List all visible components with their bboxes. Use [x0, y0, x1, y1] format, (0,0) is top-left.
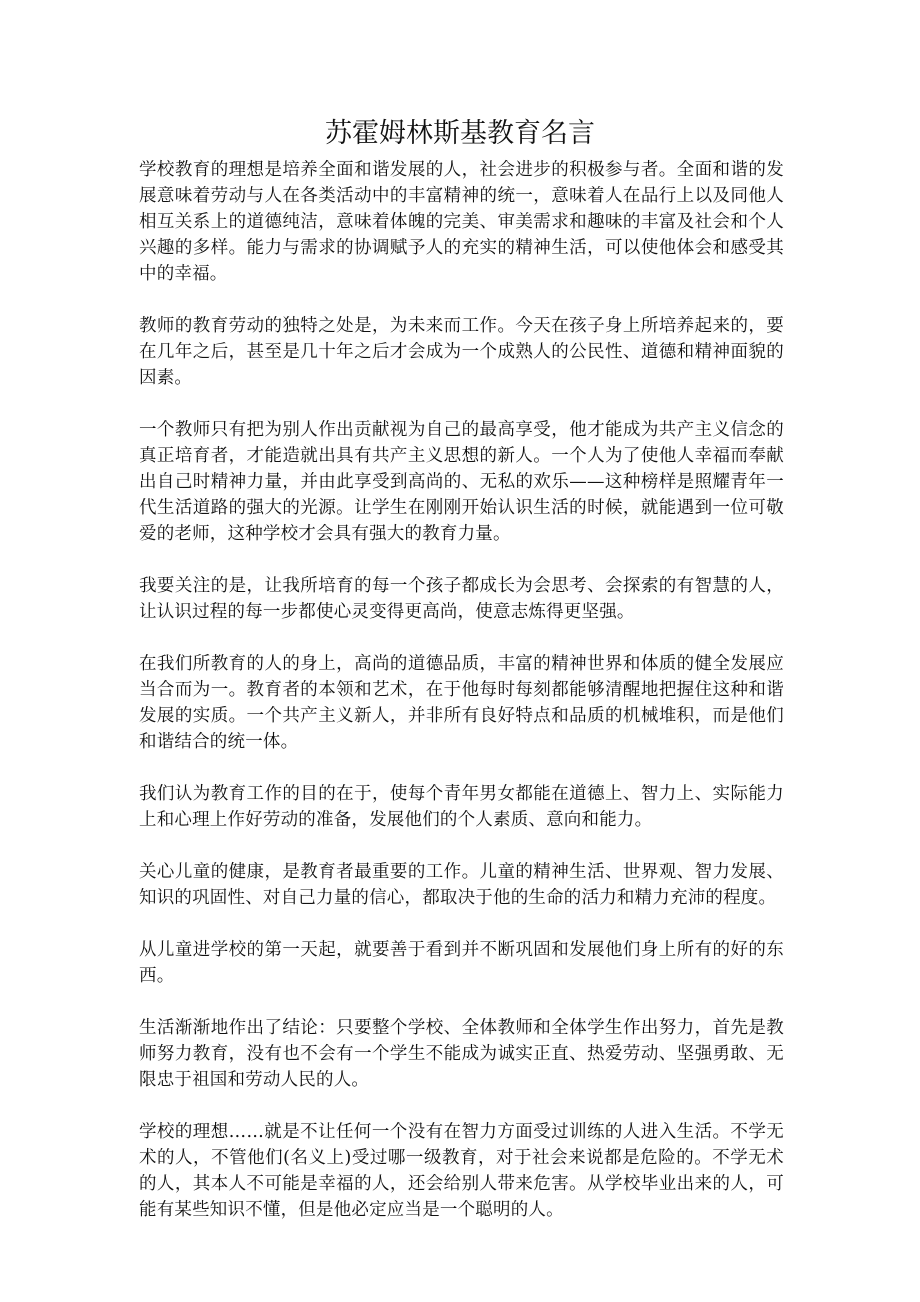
paragraph-6: 我们认为教育工作的目的在于，使每个青年男女都能在道德上、智力上、实际能力上和心理上作好劳动的准备，发展他们的个人素质、意向和能力。 [139, 784, 784, 830]
document-body [139, 157, 784, 1249]
paragraph-8: 从儿童进学校的第一天起，就要善于看到并不断巩固和发展他们身上所有的好的东西。 [139, 940, 784, 986]
document-title: 苏霍姆林斯基教育名言 [325, 118, 595, 149]
paragraph-7: 关心儿童的健康，是教育者最重要的工作。儿童的精神生活、世界观、智力发展、知识的巩固性、对自己力量的信心，都取决于他的生命的活力和精力充沛的程度。 [139, 862, 784, 908]
paragraph-10: 学校的理想……就是不让任何一个没有在智力方面受过训练的人进入生活。不学无术的人，不管他们(名义上)受过哪一级教育，对于社会来说都是危险的。不学无术的人，其本人不可能是幸福的人，还会给别人带来危害。从学校毕业出来的人，可能有某些知识不懂，但是他必定应当是一个聪明的人。 [139, 1122, 784, 1220]
paragraph-2: 教师的教育劳动的独特之处是，为未来而工作。今天在孩子身上所培养起来的，要在几年之后，甚至是几十年之后才会成为一个成熟人的公民性、道德和精神面貌的因素。 [139, 316, 784, 388]
paragraph-4: 我要关注的是，让我所培育的每一个孩子都成长为会思考、会探索的有智慧的人，让认识过程的每一步都使心灵变得更高尚，使意志炼得更坚强。 [139, 576, 784, 622]
paragraph-9: 生活渐渐地作出了结论：只要整个学校、全体教师和全体学生作出努力，首先是教师努力教育，没有也不会有一个学生不能成为诚实正直、热爱劳动、坚强勇敢、无限忠于祖国和劳动人民的人。 [139, 1018, 784, 1090]
paragraph-1: 学校教育的理想是培养全面和谐发展的人，社会进步的积极参与者。全面和谐的发展意味着劳动与人在各类活动中的丰富精神的统一，意味着人在品行上以及同他人相互关系上的道德纯洁，意味着体魄的完美、审美需求和趣味的丰富及社会和个人兴趣的多样。能力与需求的协调赋予人的充实的精神生活，可以使他体会和感受其中的幸福。 [139, 160, 784, 284]
paragraph-5: 在我们所教育的人的身上，高尚的道德品质，丰富的精神世界和体质的健全发展应当合而为一。教育者的本领和艺术，在于他每时每刻都能够清醒地把握住这种和谐发展的实质。一个共产主义新人，并非所有良好特点和品质的机械堆积，而是他们和谐结合的统一体。 [139, 654, 784, 752]
paragraph-3: 一个教师只有把为别人作出贡献视为自己的最高享受，他才能成为共产主义信念的真正培育者，才能造就出具有共产主义思想的新人。一个人为了使他人幸福而奉献出自己时精神力量，并由此享受到高尚的、无私的欢乐——这种榜样是照耀青年一代生活道路的强大的光源。让学生在刚刚开始认识生活的时候，就能遇到一位可敬爱的老师，这种学校才会具有强大的教育力量。 [139, 420, 784, 544]
